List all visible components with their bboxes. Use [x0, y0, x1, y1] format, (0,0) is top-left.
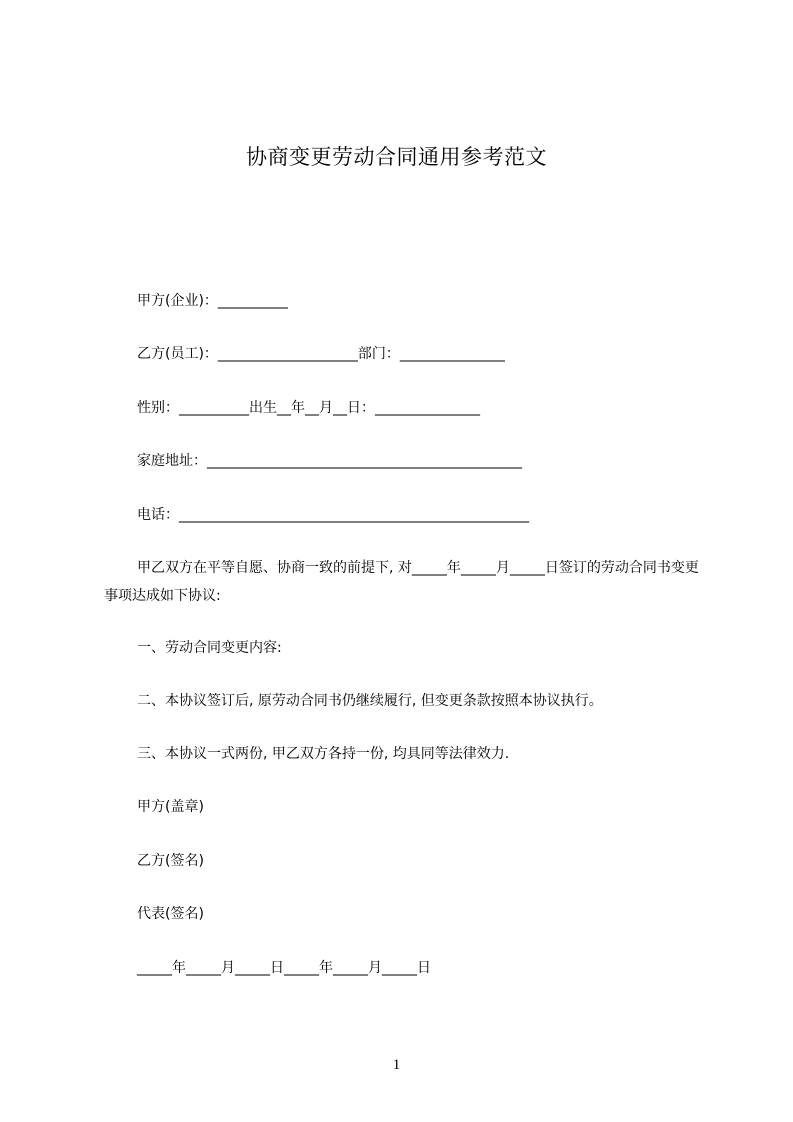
intro-paragraph: 甲乙双方在平等自愿、协商一致的前提下, 对_____年_____月_____日签订的劳动合同书变更事项达成如下协议: [104, 560, 699, 604]
representative-signature: 代表(签名) [137, 906, 204, 922]
document-title: 协商变更劳动合同通用参考范文 [246, 145, 547, 169]
address-field: 家庭地址：_____________________________________________ [137, 453, 522, 469]
clause-3: 三、本协议一式两份, 甲乙双方各持一份, 均具同等法律效力. [137, 746, 510, 762]
party-b-signature: 乙方(签名) [137, 853, 204, 869]
party-b-field: 乙方(员工)：____________________部门：_______________ [137, 346, 505, 362]
gender-birth-field: 性别：__________出生__年__月__日：_______________ [137, 400, 480, 416]
phone-field: 电话：__________________________________________________ [137, 507, 529, 523]
clause-1: 一、劳动合同变更内容: [137, 640, 282, 656]
page-number: 1 [392, 1057, 401, 1073]
party-a-seal: 甲方(盖章) [137, 799, 204, 815]
party-a-field: 甲方(企业)：__________ [137, 293, 288, 309]
clause-2: 二、本协议签订后, 原劳动合同书仍继续履行, 但变更条款按照本协议执行。 [137, 693, 603, 709]
signature-dates: _____年_____月_____日_____年_____月_____日 [137, 960, 431, 976]
